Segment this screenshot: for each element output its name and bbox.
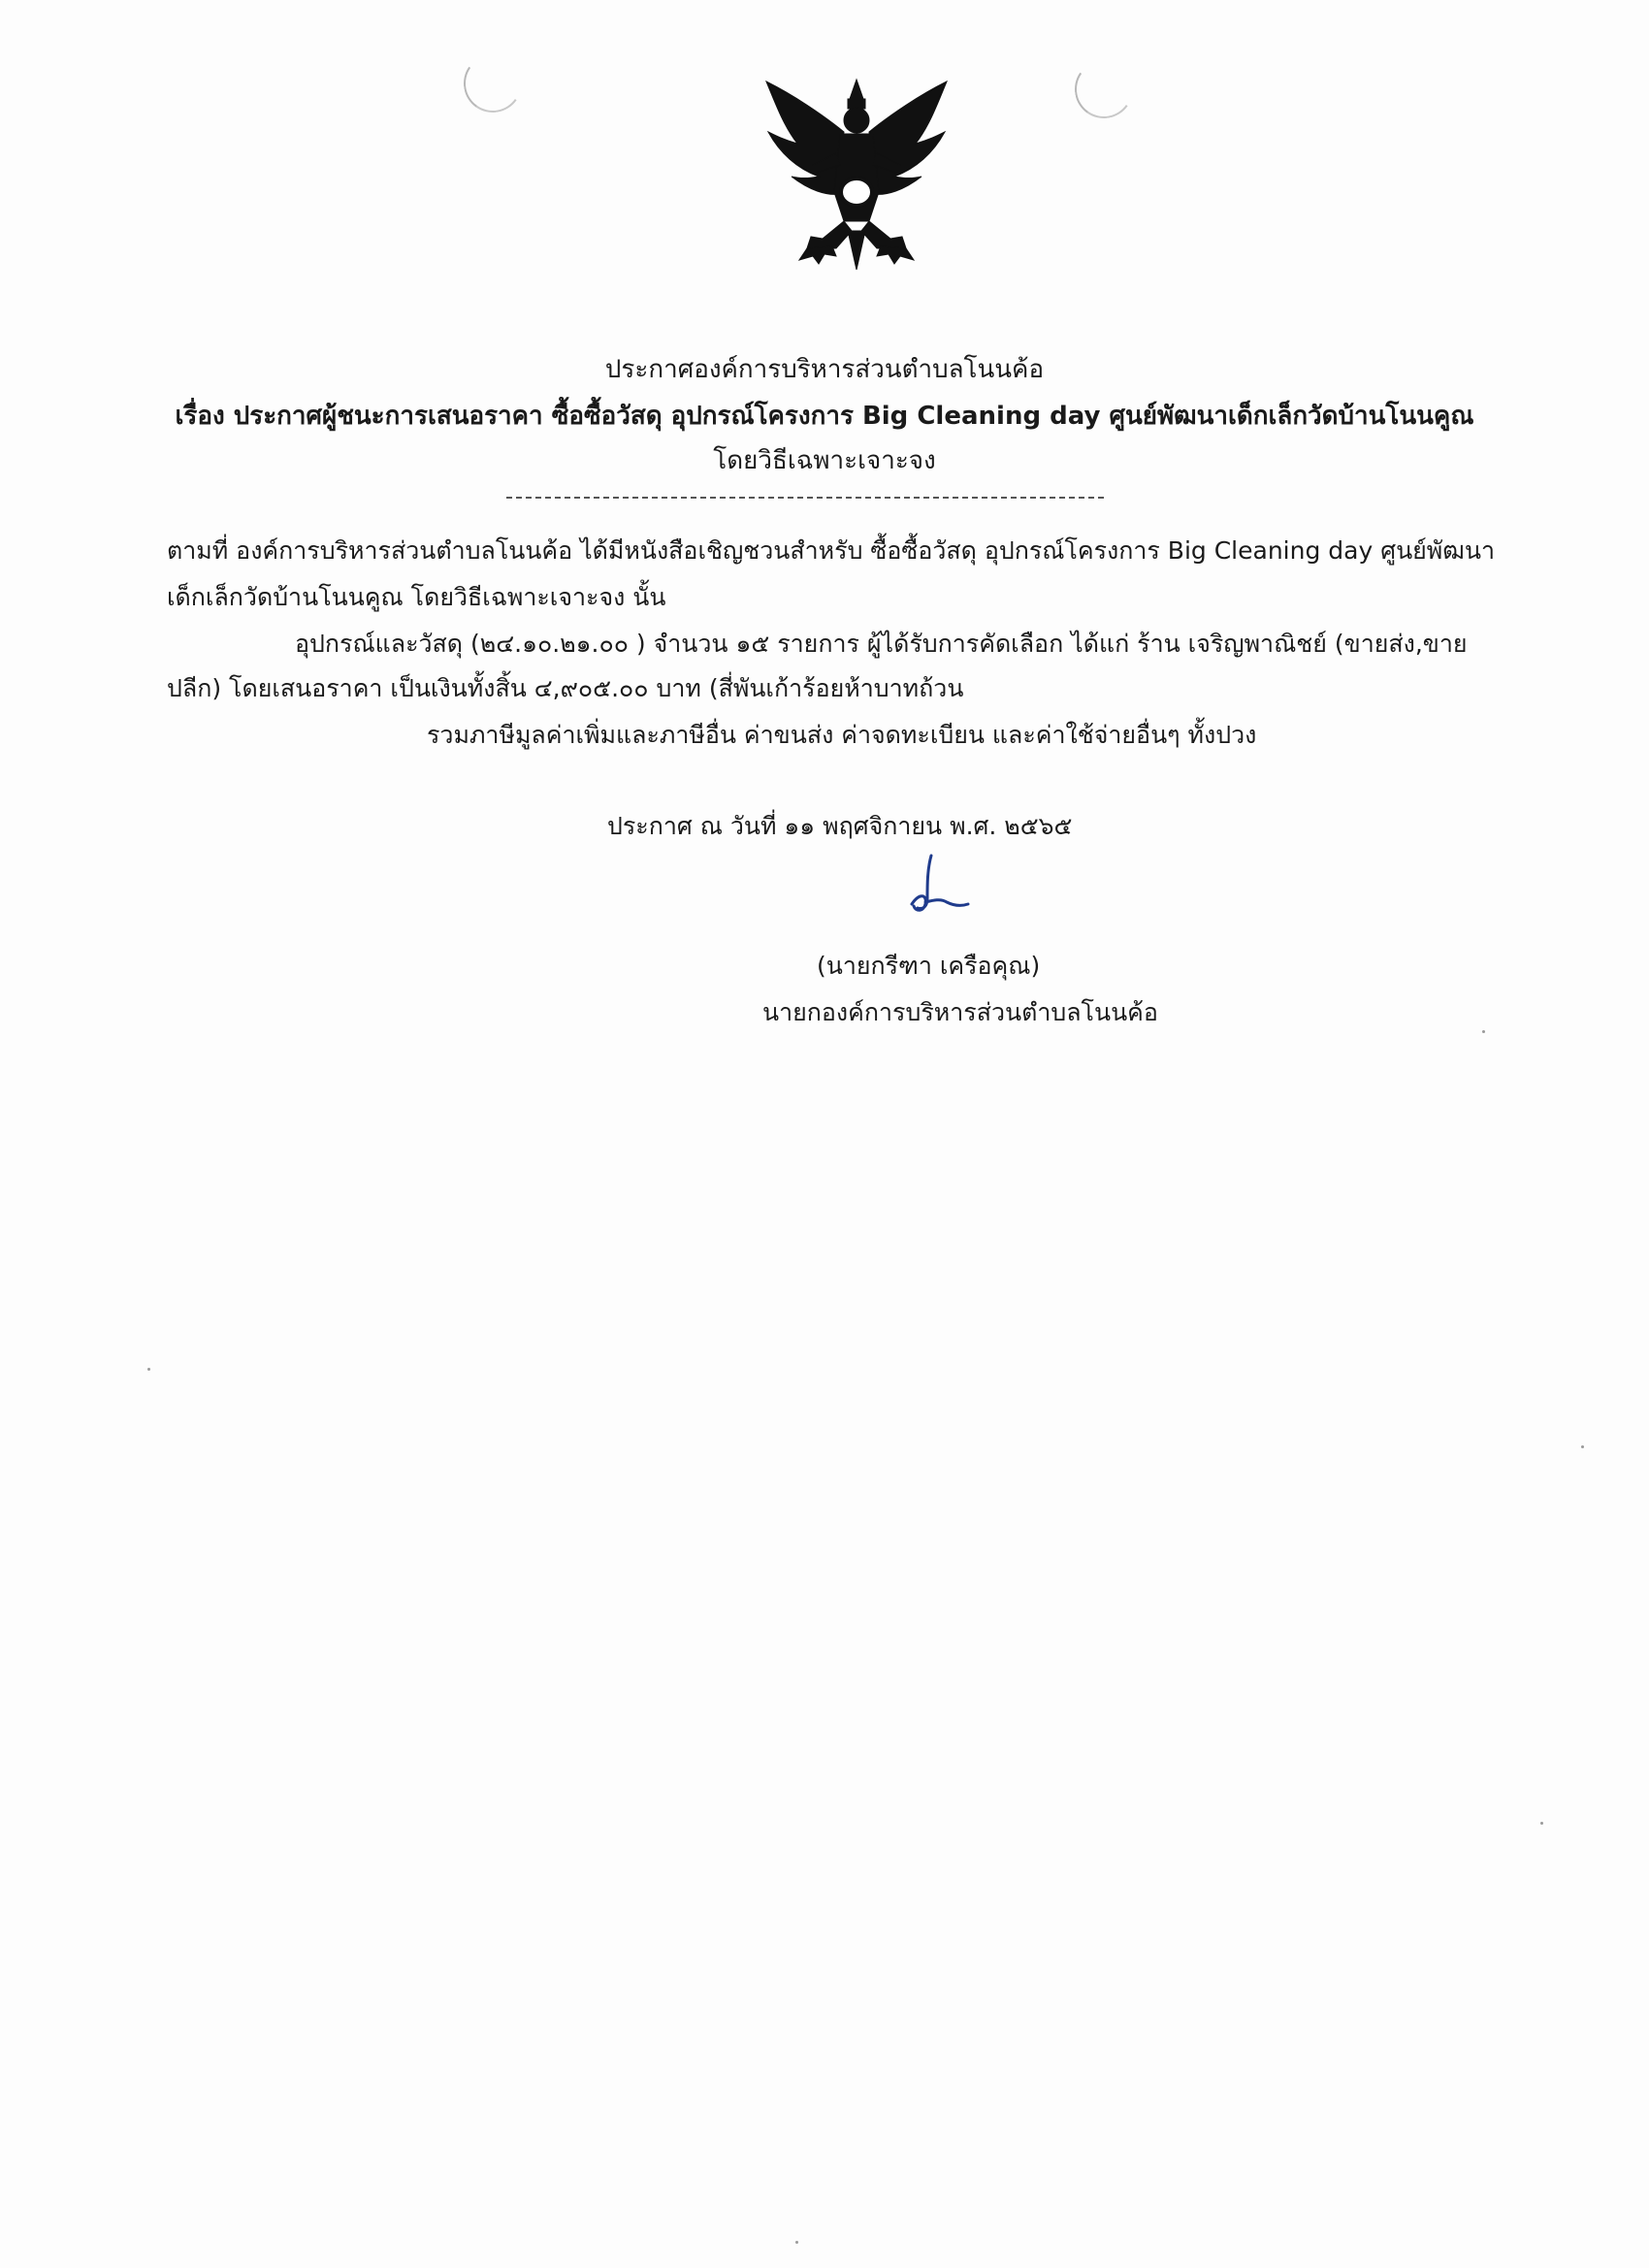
- signatory-position: นายกองค์การบริหารส่วนตำบลโนนค้อ: [762, 998, 1158, 1026]
- method-line: โดยวิธีเฉพาะเจาะจง: [713, 446, 936, 475]
- announcement-date: ประกาศ ณ วันที่ ๑๑ พฤศจิกายน พ.ศ. ๒๕๖๕: [607, 812, 1073, 840]
- scan-speck: [147, 1368, 150, 1371]
- scan-speck: [795, 2241, 798, 2244]
- handwritten-signature-icon: [879, 850, 976, 937]
- scan-speck: [1540, 1822, 1543, 1825]
- paragraph-1-line-1: ตามที่ องค์การบริหารส่วนตำบลโนนค้อ ได้มีหนังสือเชิญชวนสำหรับ ซื้อซื้อวัสดุ อุปกรณ์โครงการ Big Cleaning day ศูนย์พัฒนา: [167, 536, 1495, 565]
- scan-speck: [1482, 1030, 1485, 1033]
- punch-hole-right: [1070, 55, 1138, 123]
- announcement-title: ประกาศองค์การบริหารส่วนตำบลโนนค้อ: [604, 355, 1045, 384]
- separator-line: [506, 497, 1104, 499]
- paragraph-2-line-3: รวมภาษีมูลค่าเพิ่มและภาษีอื่น ค่าขนส่ง ค่าจดทะเบียน และค่าใช้จ่ายอื่นๆ ทั้งปวง: [427, 721, 1257, 749]
- signatory-name: (นายกรีฑา เครือคุณ): [817, 952, 1041, 980]
- paragraph-2-line-1: อุปกรณ์และวัสดุ (๒๔.๑๐.๒๑.๐๐ ) จำนวน ๑๕ รายการ ผู้ได้รับการคัดเลือก ได้แก่ ร้าน เจริญพาณิชย์ (ขายส่ง,ขาย: [295, 630, 1468, 658]
- subject-line: เรื่อง ประกาศผู้ชนะการเสนอราคา ซื้อซื้อวัสดุ อุปกรณ์โครงการ Big Cleaning day ศูนย์พัฒนาเด็กเล็กวัดบ้านโนนคูณ: [175, 402, 1474, 431]
- punch-hole-left: [459, 49, 527, 117]
- paragraph-1-line-2: เด็กเล็กวัดบ้านโนนคูณ โดยวิธีเฉพาะเจาะจง นั้น: [167, 583, 666, 611]
- paragraph-2-line-2: ปลีก) โดยเสนอราคา เป็นเงินทั้งสิ้น ๔,๙๐๕.๐๐ บาท (สี่พันเก้าร้อยห้าบาทถ้วน: [167, 674, 964, 702]
- garuda-emblem-icon: [755, 76, 958, 279]
- scan-speck: [1581, 1445, 1584, 1448]
